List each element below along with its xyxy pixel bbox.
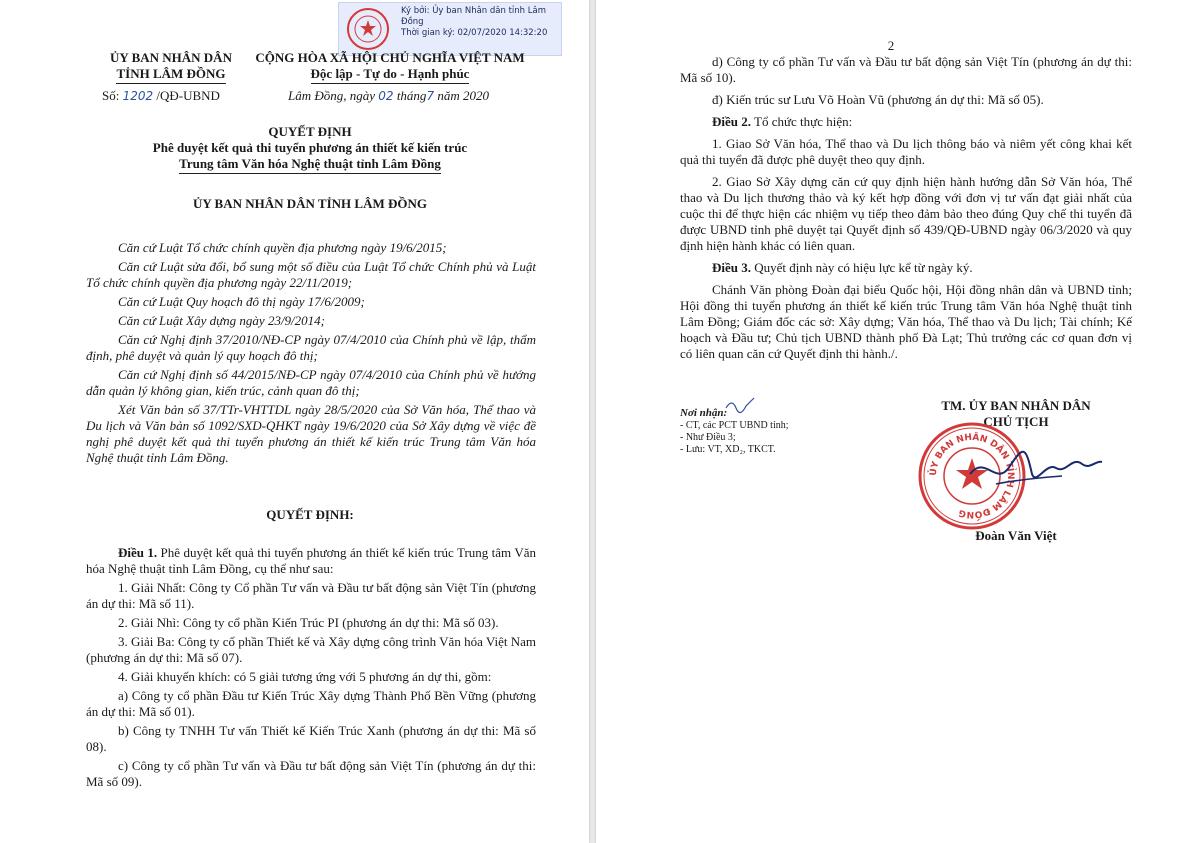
basis-item: Căn cứ Luật sửa đổi, bổ sung một số điều của Luật Tổ chức Chính phủ và Luật Tổ chức chính quyền địa phương ngày 22/11/2019; bbox=[86, 259, 536, 290]
digital-signature-text bbox=[401, 6, 561, 39]
handwritten-day: 02 bbox=[378, 89, 394, 103]
sign-line-2: CHỦ TỊCH bbox=[983, 414, 1049, 429]
page-number: 2 bbox=[887, 38, 895, 53]
award-item: đ) Kiến trúc sư Lưu Võ Hoàn Vũ (phương án dự thi: Mã số 05). bbox=[712, 92, 1044, 107]
national-motto: Độc lập - Tự do - Hạnh phúc bbox=[250, 66, 530, 84]
signer-name: Đoàn Văn Việt bbox=[975, 528, 1057, 543]
signature-signer: Ký bởi: Ủy ban Nhân dân tỉnh Lâm Đồng bbox=[401, 6, 546, 27]
handwritten-month: 7 bbox=[426, 89, 435, 103]
document-date: Lâm Đồng, ngày 02 tháng7 năm 2020 bbox=[288, 88, 489, 103]
award-item: c) Công ty cổ phần Tư vấn và Đầu tư bất động sản Việt Tín (phương án dự thi: Mã số 09). bbox=[86, 758, 536, 789]
agency-line-1: ỦY BAN NHÂN DÂN bbox=[110, 50, 232, 65]
award-item: 3. Giải Ba: Công ty cổ phần Thiết kế và Xây dựng công trình Văn hóa Việt Nam (phương án dự thi: Mã số 07). bbox=[86, 634, 536, 665]
award-item: d) Công ty cổ phần Tư vấn và Đầu tư bất động sản Việt Tín (phương án dự thi: Mã số 10). bbox=[680, 54, 1132, 85]
national-header bbox=[250, 50, 530, 84]
article-2-item: 2. Giao Sở Xây dựng căn cứ quy định hiện hành hướng dẫn Sở Văn hóa, Thể thao và Du lịch thương thảo và ký kết hợp đồng với đơn vị tư vấn đạt giải nhất của cuộc thi để thực hiện các nhiệm vụ tiếp theo đảm bảo theo đúng Quy chế thi tuyển đã được UBND tỉnh phê duyệt tại Quyết định số 439/QĐ-UBND ngày 06/3/2020 và quy định hiện hành khác có liên quan. bbox=[680, 174, 1132, 253]
basis-item: Căn cứ Luật Tổ chức chính quyền địa phương ngày 19/6/2015; bbox=[118, 240, 447, 255]
initials-mark-icon bbox=[724, 396, 758, 414]
legal-bases bbox=[86, 240, 536, 466]
seal-text: ỦY BAN NHÂN DÂN TỈNH LÂM ĐỒNG bbox=[928, 432, 1016, 520]
award-item: 2. Giải Nhì: Công ty cổ phần Kiến Trúc PI (phương án dự thi: Mã số 03). bbox=[118, 615, 499, 630]
article-2-heading: Điều 2. Tổ chức thực hiện: bbox=[712, 114, 853, 129]
document-number: Số: 1202 /QĐ-UBND bbox=[102, 88, 220, 103]
article-3: Điều 3. Quyết định này có hiệu lực kể từ ngày ký. bbox=[712, 260, 973, 275]
recipient-item: - CT, các PCT UBND tỉnh; bbox=[680, 420, 789, 431]
recipients-block bbox=[680, 406, 880, 456]
article-1-intro: Điều 1. Phê duyệt kết quả thi tuyển phương án thiết kế kiến trúc Trung tâm Văn hóa Nghệ thuật tỉnh Lâm Đồng, cụ thể như sau: bbox=[86, 545, 536, 576]
decision-heading: QUYẾT ĐỊNH: bbox=[266, 507, 354, 522]
issuer-heading: ỦY BAN NHÂN DÂN TỈNH LÂM ĐỒNG bbox=[192, 196, 427, 211]
award-item: 4. Giải khuyến khích: có 5 giải tương ứng với 5 phương án dự thi, gồm: bbox=[118, 669, 492, 684]
agency-line-2: TỈNH LÂM ĐỒNG bbox=[86, 66, 256, 84]
recipients-title: Nơi nhận: bbox=[680, 407, 728, 419]
page-2-body bbox=[680, 54, 1132, 362]
document-type: QUYẾT ĐỊNH bbox=[268, 124, 352, 139]
execution-clause: Chánh Văn phòng Đoàn đại biểu Quốc hội, Hội đồng nhân dân và UBND tỉnh; Hội đồng thi tuyển phương án thiết kế kiến trúc Trung tâm Văn hóa Nghệ thuật tỉnh Lâm Đồng; Giám đốc các sở: Xây dựng; Văn hóa, Thể thao và Du lịch; Tài chính; Kế hoạch và Đầu tư; Chủ tịch UBND thành phố Đà Lạt; Thủ trưởng các cơ quan đơn vị có liên quan căn cứ Quyết định thi hành./. bbox=[680, 282, 1132, 361]
recipient-item: - Như Điều 3; bbox=[680, 432, 736, 443]
article-2-item: 1. Giao Sở Văn hóa, Thể thao và Du lịch thông báo và niêm yết công khai kết quả thi tuyển đã được phê duyệt theo quy định. bbox=[680, 136, 1132, 167]
article-1 bbox=[86, 545, 536, 790]
issuing-agency bbox=[86, 50, 256, 84]
nation-name: CỘNG HÒA XÃ HỘI CHỦ NGHĨA VIỆT NAM bbox=[255, 50, 525, 65]
document-page-1 bbox=[0, 0, 589, 843]
basis-item: Xét Văn bản số 37/TTr-VHTTDL ngày 28/5/2020 của Sở Văn hóa, Thể thao và Du lịch và Văn bản số 1092/SXD-QHKT ngày 19/6/2020 của Sở Xây dựng về việc đề nghị phê duyệt kết quả thi tuyển phương án thiết kế kiến trúc Trung tâm Văn hóa Nghệ thuật tỉnh Lâm Đồng. bbox=[86, 402, 536, 465]
digital-signature-box bbox=[338, 2, 562, 56]
basis-item: Căn cứ Luật Quy hoạch đô thị ngày 17/6/2009; bbox=[118, 294, 365, 309]
document-subject-1: Phê duyệt kết quả thi tuyển phương án thiết kế kiến trúc bbox=[152, 140, 468, 155]
document-subject-2: Trung tâm Văn hóa Nghệ thuật tỉnh Lâm Đồng bbox=[60, 156, 560, 174]
recipient-item: - Lưu: VT, XD₂, TKCT. bbox=[680, 444, 776, 455]
award-item: 1. Giải Nhất: Công ty Cổ phần Tư vấn và Đầu tư bất động sản Việt Tín (phương án dự thi: Mã số 11). bbox=[86, 580, 536, 611]
document-page-2 bbox=[596, 0, 1187, 843]
basis-item: Căn cứ Luật Xây dựng ngày 23/9/2014; bbox=[118, 313, 325, 328]
basis-item: Căn cứ Nghị định số 44/2015/NĐ-CP ngày 07/4/2010 của Chính phủ về hướng dẫn quản lý không gian, kiến trúc, cảnh quan đô thị; bbox=[86, 367, 536, 398]
award-item: b) Công ty TNHH Tư vấn Thiết kế Kiến Trúc Xanh (phương án dự thi: Mã số 08). bbox=[86, 723, 536, 754]
signature-time: Thời gian ký: 02/07/2020 14:32:20 bbox=[401, 28, 548, 38]
national-emblem-seal-icon bbox=[345, 7, 391, 51]
sign-line-1: TM. ỦY BAN NHÂN DÂN bbox=[941, 398, 1091, 413]
handwritten-signature-icon bbox=[966, 440, 1106, 500]
handwritten-number: 1202 bbox=[122, 89, 154, 103]
basis-item: Căn cứ Nghị định 37/2010/NĐ-CP ngày 07/4/2010 của Chính phủ về lập, thẩm định, phê duyệt và quản lý quy hoạch đô thị; bbox=[86, 332, 536, 363]
document-title-block bbox=[60, 124, 560, 174]
award-item: a) Công ty cổ phần Đầu tư Kiến Trúc Xây dựng Thành Phố Bền Vững (phương án dự thi: Mã số 01). bbox=[86, 688, 536, 719]
